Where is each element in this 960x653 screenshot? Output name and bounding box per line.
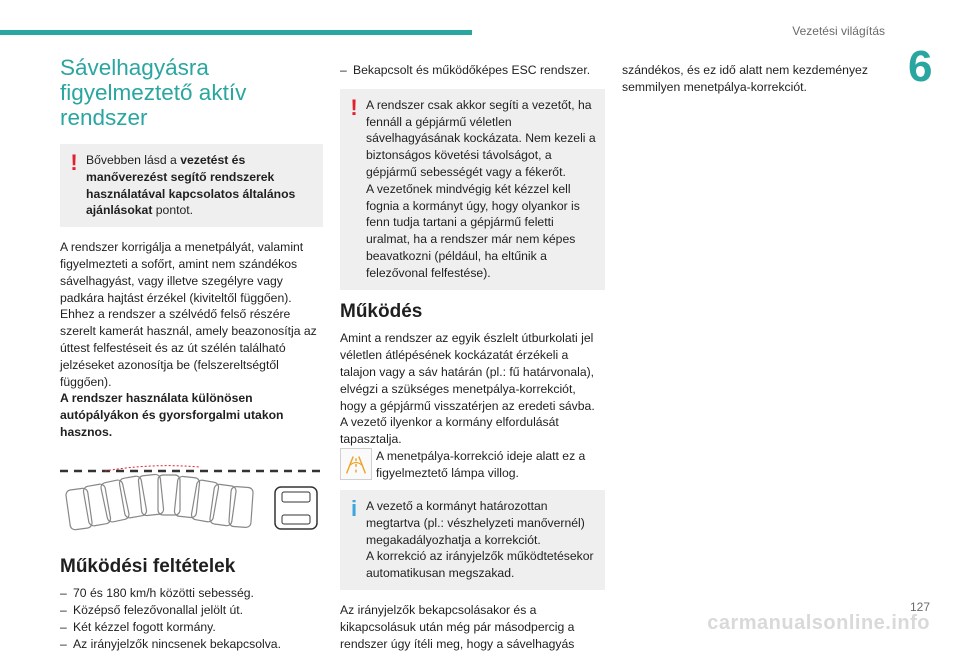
note-text <box>68 152 315 219</box>
condition-item: – 70 és 180 km/h közötti sebesség. <box>60 585 323 602</box>
warning-text: A rendszer csak akkor segíti a vezetőt, ha fennáll a gépjármű véletlen sávelhagyásának kockázata. Nem kezeli a biztonságos követési távolságot, a gépjármű sebességét vagy a fékerőt. A vezetőnek mindvégig két kézzel kell fognia a kormányt úgy, hogy olyankor is fenn tudja tartani a gépjármű feletti uralmat, ha a rendszer már nem képes beavatkozni (például, ha eltűnik a felezővonal felfestése). <box>366 97 596 280</box>
info-text: A vezető a kormányt határozottan megtartva (pl.: vészhelyzeti manővernél) megakadályozhatja a korrekciót. A korrekció az irányjelzők működtetésekor automatikusan megszakad. <box>366 498 594 581</box>
condition-item: – Az irányjelzők nincsenek bekapcsolva. <box>60 636 323 653</box>
header-accent-bar <box>0 30 472 35</box>
column-middle <box>340 62 605 652</box>
condition-item: – Középső felezővonallal jelölt út. <box>60 602 323 619</box>
note-suffix: pontot. <box>152 203 194 218</box>
lane-correction-illustration <box>60 459 323 534</box>
exclamation-icon: ! <box>350 94 358 120</box>
conditions-list <box>60 585 323 652</box>
operation-heading: Működés <box>340 300 423 322</box>
section-title: Vezetési világítás <box>792 24 885 38</box>
lane-warning-lamp-icon <box>340 448 372 480</box>
final-paragraph: Az irányjelzők bekapcsolásakor és a kikapcsolásuk után még pár másodpercig a rendszer úgy ítéli meg, hogy a sávelhagyás <box>340 602 575 651</box>
exclamation-icon: ! <box>70 150 78 175</box>
conditions-list-cont <box>340 62 605 79</box>
intro-paragraph: A rendszer korrigálja a menetpályát, valamint figyelmezteti a sofőrt, amint nem szándékos sávelhagyást, vagy illetve szegélyre vagy padkára hajtást érzékel (kiviteltől függően). <box>60 240 304 305</box>
continuation-text: szándékos, és ez idő alatt nem kezdeményez semmilyen menetpálya-korrekciót. <box>622 63 868 94</box>
chapter-number: 6 <box>908 42 933 91</box>
column-right <box>622 62 887 96</box>
note-link-text: vezetést és manőverezést segítő rendszerek használatával kapcsolatos általános ajánlásokat <box>86 153 296 218</box>
condition-item: – Bekapcsolt és működőképes ESC rendszer. <box>340 62 605 79</box>
usage-highlight: A rendszer használata különösen autópályákon és gyorsforgalmi utakon hasznos. <box>60 391 284 439</box>
conditions-heading: Működési feltételek <box>60 555 236 577</box>
page-title: Sávelhagyásra figyelmeztető aktív rendszer <box>60 55 247 130</box>
column-left <box>60 55 323 653</box>
watermark: carmanualsonline.info <box>707 612 930 634</box>
warning-box <box>340 89 605 290</box>
operation-text: Amint a rendszer az egyik észlelt útburkolati jel véletlen átlépésének kockázatát érzékeli a talajon vagy a sáv határán (pl.: fű határvonala), elvégzi a szükséges menetpálya-korrekciót, hogy a gépjármű visszatérjen az eredeti sávba. A vezető ilyenkor a kormány elfordulását tapasztalja. <box>340 331 595 447</box>
info-icon: i <box>350 495 358 521</box>
note-prefix: Bővebben lásd a <box>86 153 181 167</box>
condition-item: – Két kézzel fogott kormány. <box>60 619 323 636</box>
lamp-line <box>340 448 605 484</box>
page-number: 127 <box>909 600 930 614</box>
camera-paragraph: Ehhez a rendszer a szélvédő felső részére szerelt kamerát használ, amely beazonosítja az úttest felfestéseit és az út szélén található jelzéseket azonosítja be (felszereltségtől függően). <box>60 307 317 389</box>
lamp-text: A menetpálya-korrekció ideje alatt ez a figyelmeztető lámpa villog. <box>376 448 586 480</box>
info-box <box>340 490 605 590</box>
note-box <box>60 144 323 227</box>
